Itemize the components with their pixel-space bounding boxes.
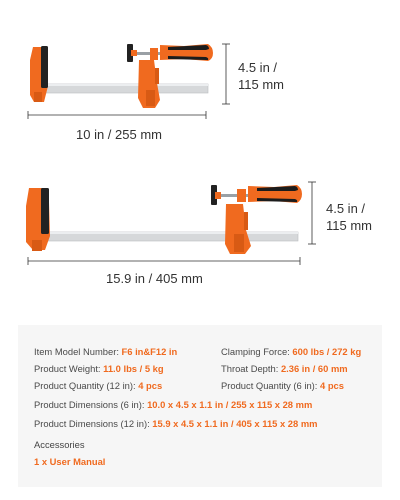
clamp-small-illustration bbox=[0, 0, 400, 150]
spec-model-number bbox=[34, 346, 177, 358]
spec-throat-depth bbox=[221, 363, 348, 375]
clamp-large-height-label-line2: 115 mm bbox=[326, 218, 372, 233]
spec-model-number-value: F6 in&F12 in bbox=[121, 346, 178, 357]
clamp-small-fixed-pad bbox=[41, 46, 48, 88]
spec-dimensions-12in-value: 15.9 x 4.5 x 1.1 in / 405 x 115 x 28 mm bbox=[152, 418, 318, 429]
clamp-large-fixed-pad bbox=[41, 188, 49, 234]
spec-clamping-force-label: Clamping Force: bbox=[221, 346, 293, 357]
accessories-title: Accessories bbox=[34, 439, 85, 450]
spec-quantity-12in-label: Product Quantity (12 in): bbox=[34, 380, 139, 391]
spec-dimensions-12in bbox=[34, 418, 318, 430]
spec-quantity-12in-value: 4 pcs bbox=[138, 380, 163, 391]
specifications-panel bbox=[18, 325, 382, 487]
spec-dimensions-6in-value: 10.0 x 4.5 x 1.1 in / 255 x 115 x 28 mm bbox=[147, 399, 313, 410]
spec-weight-label: Product Weight: bbox=[34, 363, 104, 374]
clamp-small-width-dimension bbox=[28, 111, 206, 119]
clamp-large-height-dimension bbox=[308, 182, 316, 244]
spec-quantity-6in-value: 4 pcs bbox=[320, 380, 344, 391]
spec-quantity-6in bbox=[221, 380, 344, 392]
clamp-small-height-label-line2: 115 mm bbox=[238, 77, 284, 92]
spec-quantity-12in bbox=[34, 380, 162, 392]
clamp-large-illustration bbox=[0, 150, 400, 310]
spec-clamping-force-value: 600 lbs / 272 kg bbox=[292, 346, 362, 357]
clamp-large-height-label bbox=[326, 200, 372, 234]
spec-quantity-6in-label: Product Quantity (6 in): bbox=[221, 380, 321, 391]
spec-dimensions-12in-label: Product Dimensions (12 in): bbox=[34, 418, 153, 429]
clamp-small-width-label: 10 in / 255 mm bbox=[76, 127, 162, 142]
clamp-large-width-dimension bbox=[28, 257, 300, 265]
clamp-small-drawing bbox=[0, 0, 400, 150]
spec-throat-depth-label: Throat Depth: bbox=[221, 363, 281, 374]
clamp-small-height-label-line1: 4.5 in / bbox=[238, 60, 278, 75]
spec-clamping-force bbox=[221, 346, 361, 358]
spec-dimensions-6in-label: Product Dimensions (6 in): bbox=[34, 399, 148, 410]
spec-model-number-label: Item Model Number: bbox=[34, 346, 122, 357]
accessories-item: 1 x User Manual bbox=[34, 456, 106, 467]
clamp-small-height-label bbox=[238, 59, 284, 93]
clamp-large-width-label: 15.9 in / 405 mm bbox=[106, 271, 203, 286]
clamp-small-height-dimension bbox=[222, 44, 230, 104]
spec-dimensions-6in bbox=[34, 399, 312, 411]
spec-weight bbox=[34, 363, 164, 375]
clamp-large-height-label-line1: 4.5 in / bbox=[326, 201, 366, 216]
spec-throat-depth-value: 2.36 in / 60 mm bbox=[280, 363, 348, 374]
spec-weight-value: 11.0 lbs / 5 kg bbox=[103, 363, 164, 374]
